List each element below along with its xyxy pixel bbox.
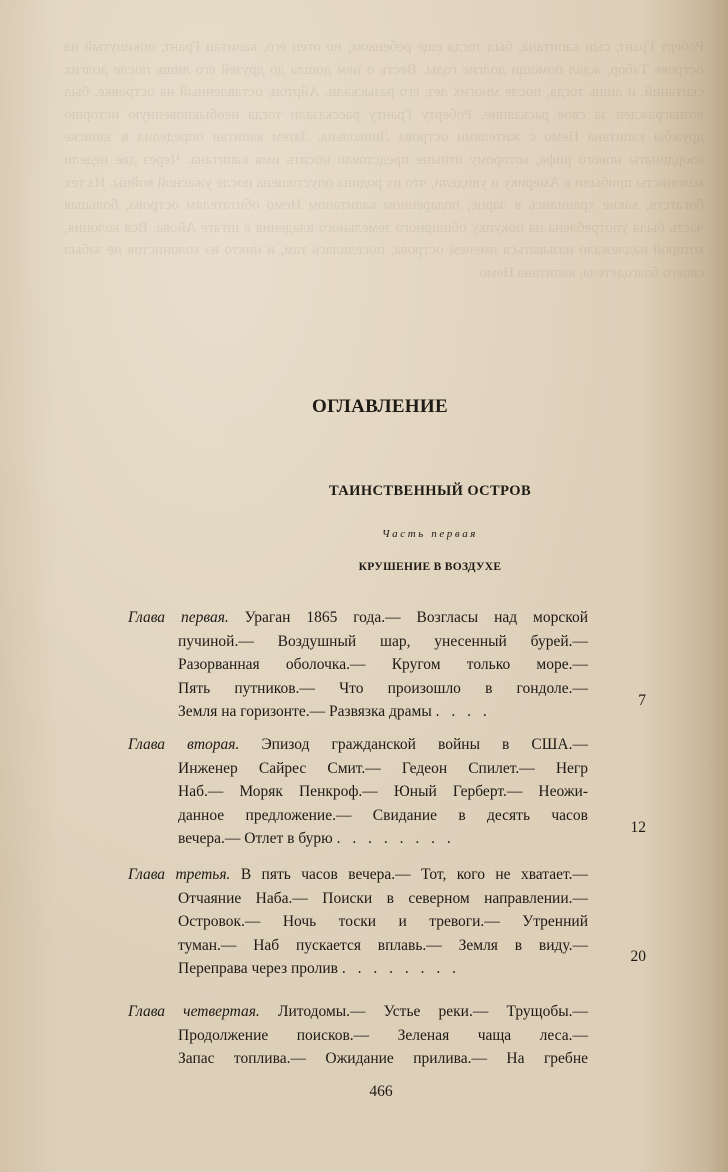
leader-dots: . . . .	[435, 703, 491, 720]
toc-entry-chapter-4[interactable]	[128, 1000, 588, 1071]
page-number-chapter-2: 12	[630, 819, 646, 836]
chapter-text: вечера.— Отлет в бурю	[178, 830, 333, 847]
toc-line	[128, 827, 596, 851]
chapter-label: Глава первая.	[128, 609, 229, 626]
chapter-label: Глава вторая.	[128, 736, 240, 753]
toc-line: Запас топлива.— Ожидание прилива.— На гребне	[178, 1050, 588, 1067]
page-number-chapter-1: 7	[638, 692, 646, 709]
toc-line: туман.— Наб пускается вплавь.— Земля в виду.—	[178, 936, 588, 954]
chapter-text: Ураган 1865 года.— Возгласы над морской	[244, 609, 588, 626]
book-title: ТАИНСТВЕННЫЙ ОСТРОВ	[328, 483, 532, 499]
toc-line: Пять путников.— Что произошло в гондоле.—	[178, 679, 588, 697]
chapter-label: Глава третья.	[128, 866, 231, 883]
toc-line: данное предложение.— Свидание в десять часов	[178, 806, 588, 824]
leader-dots: . . . . . . . .	[336, 830, 455, 847]
chapter-text: Переправа через пролив	[178, 960, 338, 977]
chapter-text: Литодомы.— Устье реки.— Трущобы.—	[277, 1003, 588, 1020]
chapter-text: В пять часов вечера.— Тот, кого не хватает.—	[240, 866, 588, 883]
toc-heading: ОГЛАВЛЕНИЕ	[312, 396, 448, 417]
chapter-text: Земля на горизонте.— Развязка драмы	[178, 703, 432, 720]
show-through-text: Роберт Грант, сын капитана, был тогда еще ребенком; но отец его, капитан Грант, покинутый на острове Табор, ждал помощи долгие годы. Весть о нем дошла до друзей его лишь после долгих скитаний, и лишь тогда, после многих лет, его разыскали. Айртон, оставленный на островке, был вознагражден за свое раскаяние. Роберту Гранту рассказали тогда необыкновенную историю дружбы капитана Немо с жителями острова Линкольна. Затем капитан определил в записке координаты нового рифа, которому отныне предстояло носить имя капитана. Через две недели колонисты прибыли в Америку и увидели, что их родина опустошена после ужасной войны. Из тех богатств, какие хранились в ларце, подаренном капитаном Немо обитателям острова, большая часть была употреблена на покупку обширного земельного владения в штате Айова. Вся колония, которой надлежало называться именем острова, поселилась там, и никто из колонистов не забыл своего благодетеля, капитана Немо.	[64, 39, 704, 281]
leader-dots: . . . . . . . .	[341, 960, 460, 977]
page-folio-number: 466	[369, 1083, 393, 1100]
toc-entry-chapter-1[interactable]	[128, 606, 588, 724]
toc-line: пучиной.— Воздушный шар, унесенный бурей.—	[178, 632, 588, 650]
toc-line	[128, 863, 588, 887]
toc-line: Островок.— Ночь тоски и тревоги.— Утренний	[178, 913, 588, 930]
toc-entry-chapter-3[interactable]	[128, 863, 588, 981]
chapter-label: Глава четвертая.	[128, 1003, 260, 1020]
toc-line: Наб.— Моряк Пенкроф.— Юный Герберт.— Неожи-	[178, 783, 588, 800]
toc-line: Инженер Сайрес Смит.— Гедеон Спилет.— Негр	[178, 759, 588, 777]
toc-line: Отчаяние Наба.— Поиски в северном направлении.—	[178, 889, 588, 907]
toc-line: Продолжение поисков.— Зеленая чаща леса.—	[178, 1026, 588, 1044]
part-title: КРУШЕНИЕ В ВОЗДУХЕ	[358, 561, 502, 573]
toc-line	[128, 957, 596, 981]
page-number-chapter-3: 20	[630, 948, 646, 965]
part-label: Часть первая	[381, 528, 479, 540]
toc-line	[128, 733, 588, 757]
toc-entry-chapter-2[interactable]	[128, 733, 588, 851]
toc-line: Разорванная оболочка.— Кругом только море.—	[178, 656, 588, 673]
toc-line	[128, 606, 588, 630]
toc-line	[128, 700, 596, 724]
toc-line	[128, 1000, 588, 1024]
chapter-text: Эпизод гражданской войны в США.—	[261, 736, 588, 753]
